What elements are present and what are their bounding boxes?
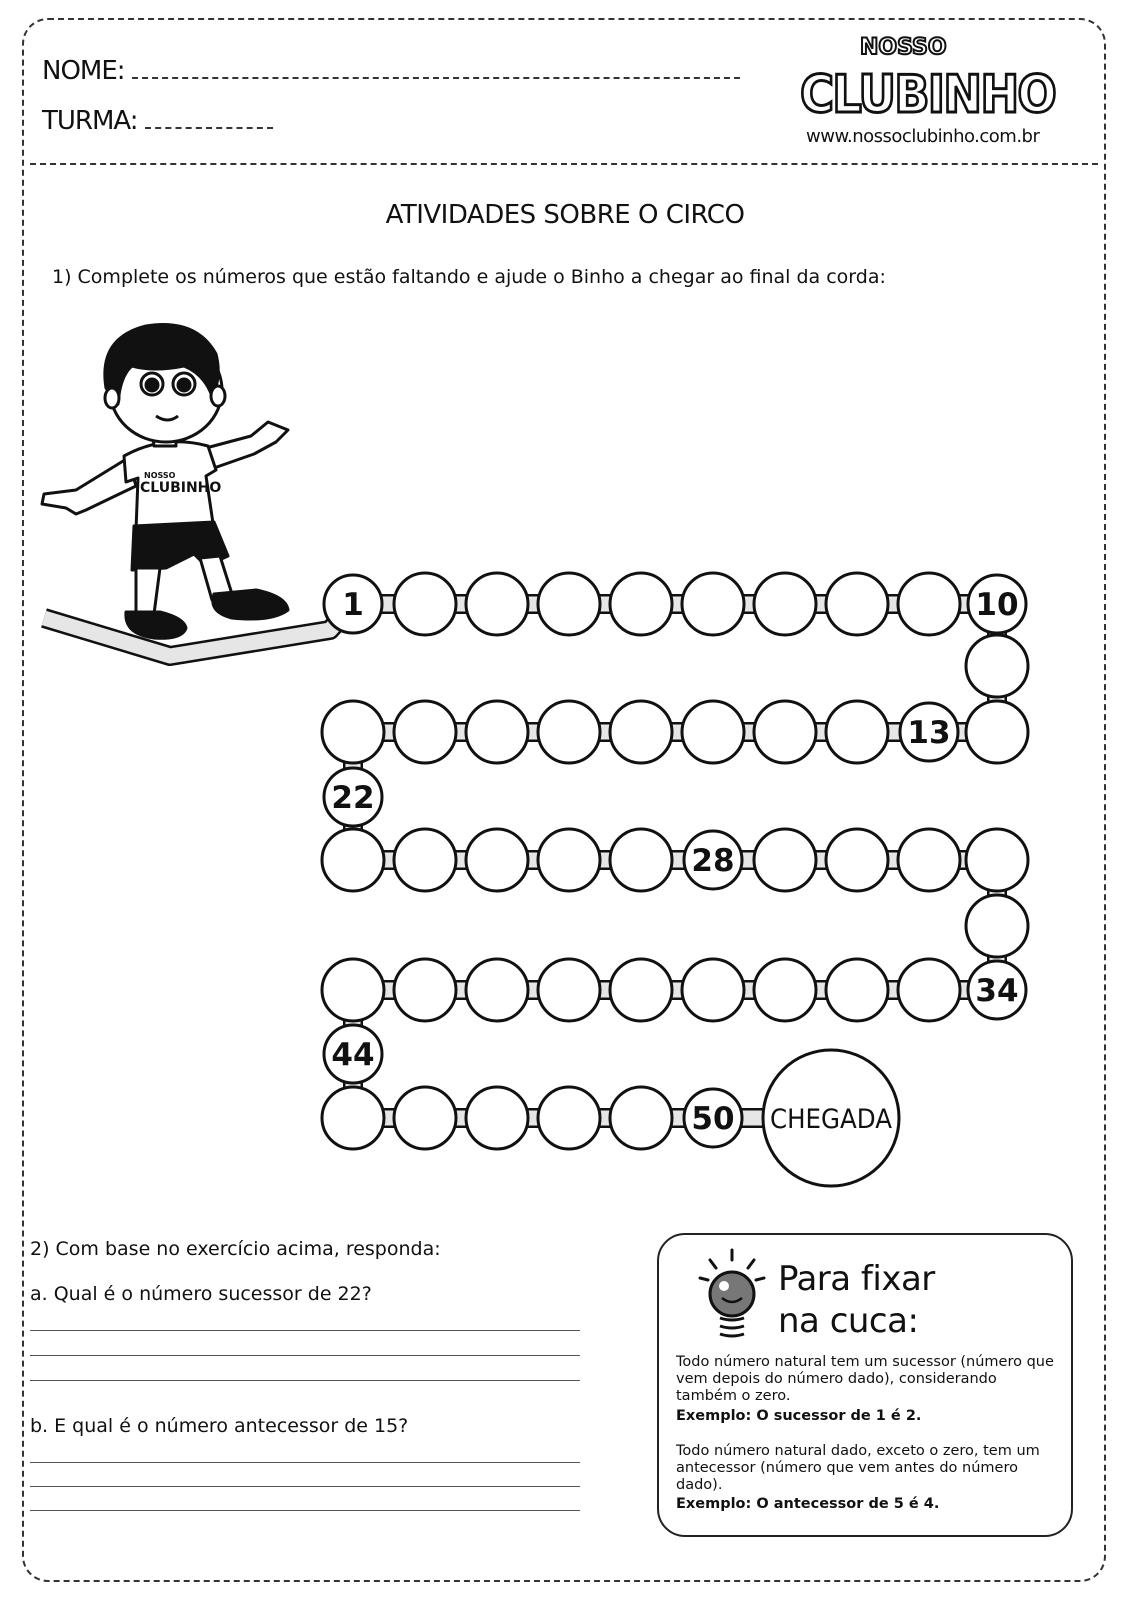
finish-label: CHEGADA bbox=[770, 1104, 893, 1135]
blank-circle-20[interactable] bbox=[394, 701, 456, 763]
blank-circle-18[interactable] bbox=[538, 701, 600, 763]
blank-circle-5[interactable] bbox=[610, 573, 672, 635]
tip-example-1: Exemplo: O sucessor de 1 é 2. bbox=[676, 1408, 922, 1424]
blank-circle-32[interactable] bbox=[966, 829, 1028, 891]
tip-heading bbox=[778, 1258, 935, 1342]
answer-b-line-3[interactable] bbox=[30, 1510, 580, 1511]
blank-circle-14[interactable] bbox=[826, 701, 888, 763]
logo-top-text: NOSSO bbox=[860, 35, 947, 60]
number-circles bbox=[322, 573, 1028, 1186]
tip-paragraph-1: Todo número natural tem um sucessor (número que vem depois do número dado), considerando também o zero. bbox=[676, 1354, 1054, 1404]
number-rope-board bbox=[0, 560, 1130, 1200]
answer-b-line-1[interactable] bbox=[30, 1462, 580, 1463]
answer-b-line-2[interactable] bbox=[30, 1486, 580, 1487]
class-field[interactable] bbox=[42, 106, 273, 136]
blank-circle-9[interactable] bbox=[898, 573, 960, 635]
blank-circle-21[interactable] bbox=[322, 701, 384, 763]
boy-left-arm bbox=[42, 458, 136, 514]
answer-a-line-2[interactable] bbox=[30, 1355, 580, 1356]
blank-circle-49[interactable] bbox=[610, 1087, 672, 1149]
blank-circle-15[interactable] bbox=[754, 701, 816, 763]
blank-circle-11[interactable] bbox=[966, 635, 1028, 697]
blank-circle-4[interactable] bbox=[538, 573, 600, 635]
blank-circle-39[interactable] bbox=[610, 959, 672, 1021]
logo-main-text: CLUBINHO bbox=[800, 65, 1055, 125]
number-label-34: 34 bbox=[975, 973, 1019, 1009]
number-label-28: 28 bbox=[691, 843, 735, 879]
blank-circle-26[interactable] bbox=[538, 829, 600, 891]
blank-circle-7[interactable] bbox=[754, 573, 816, 635]
blank-circle-41[interactable] bbox=[466, 959, 528, 1021]
number-label-1: 1 bbox=[342, 587, 364, 623]
blank-circle-23[interactable] bbox=[322, 829, 384, 891]
question-a: a. Qual é o número sucessor de 22? bbox=[30, 1283, 372, 1305]
shirt-logo-top: NOSSO bbox=[144, 471, 176, 480]
blank-circle-42[interactable] bbox=[394, 959, 456, 1021]
blank-circle-40[interactable] bbox=[538, 959, 600, 1021]
page-title: ATIVIDADES SOBRE O CIRCO bbox=[385, 200, 745, 230]
number-label-22: 22 bbox=[331, 780, 375, 816]
exercise1-instruction: 1) Complete os números que estão faltando e ajude o Binho a chegar ao final da corda: bbox=[52, 266, 886, 288]
blank-circle-35[interactable] bbox=[898, 959, 960, 1021]
blank-circle-33[interactable] bbox=[966, 895, 1028, 957]
blank-circle-37[interactable] bbox=[754, 959, 816, 1021]
blank-circle-48[interactable] bbox=[538, 1087, 600, 1149]
blank-circle-17[interactable] bbox=[610, 701, 672, 763]
nosso-clubinho-logo bbox=[800, 30, 1070, 126]
number-label-50: 50 bbox=[691, 1101, 735, 1137]
exercise2-prompt: 2) Com base no exercício acima, responda: bbox=[30, 1238, 441, 1260]
blank-circle-24[interactable] bbox=[394, 829, 456, 891]
class-input-line[interactable] bbox=[145, 127, 273, 129]
blank-circle-43[interactable] bbox=[322, 959, 384, 1021]
blank-circle-8[interactable] bbox=[826, 573, 888, 635]
tip-heading-line1: Para fixar bbox=[778, 1259, 935, 1299]
boy-right-arm bbox=[206, 422, 288, 468]
blank-circle-2[interactable] bbox=[394, 573, 456, 635]
blank-circle-46[interactable] bbox=[394, 1087, 456, 1149]
blank-circle-31[interactable] bbox=[898, 829, 960, 891]
blank-circle-3[interactable] bbox=[466, 573, 528, 635]
class-label: TURMA: bbox=[42, 106, 138, 136]
blank-circle-16[interactable] bbox=[682, 701, 744, 763]
header-separator bbox=[30, 163, 1098, 165]
name-input-line[interactable] bbox=[132, 77, 740, 79]
blank-circle-12[interactable] bbox=[966, 701, 1028, 763]
blank-circle-27[interactable] bbox=[610, 829, 672, 891]
blank-circle-29[interactable] bbox=[754, 829, 816, 891]
tip-paragraph-2: Todo número natural dado, exceto o zero, tem um antecessor (número que vem antes do número dado). bbox=[676, 1443, 1040, 1493]
blank-circle-19[interactable] bbox=[466, 701, 528, 763]
blank-circle-47[interactable] bbox=[466, 1087, 528, 1149]
lightbulb-icon bbox=[692, 1246, 772, 1346]
blank-circle-6[interactable] bbox=[682, 573, 744, 635]
name-label: NOME: bbox=[42, 56, 125, 86]
tip-heading-line2: na cuca: bbox=[778, 1301, 919, 1341]
number-label-44: 44 bbox=[331, 1037, 375, 1073]
blank-circle-25[interactable] bbox=[466, 829, 528, 891]
answer-a-line-3[interactable] bbox=[30, 1380, 580, 1381]
number-label-13: 13 bbox=[907, 715, 951, 751]
blank-circle-36[interactable] bbox=[826, 959, 888, 1021]
blank-circle-30[interactable] bbox=[826, 829, 888, 891]
website-url: www.nossoclubinho.com.br bbox=[806, 126, 1040, 147]
tip-example-2: Exemplo: O antecessor de 5 é 4. bbox=[676, 1496, 940, 1512]
answer-a-line-1[interactable] bbox=[30, 1330, 580, 1331]
blank-circle-38[interactable] bbox=[682, 959, 744, 1021]
number-label-10: 10 bbox=[975, 587, 1019, 623]
name-field[interactable] bbox=[42, 56, 740, 86]
blank-circle-45[interactable] bbox=[322, 1087, 384, 1149]
question-b: b. E qual é o número antecessor de 15? bbox=[30, 1415, 409, 1437]
shirt-logo-main: CLUBINHO bbox=[140, 480, 222, 496]
